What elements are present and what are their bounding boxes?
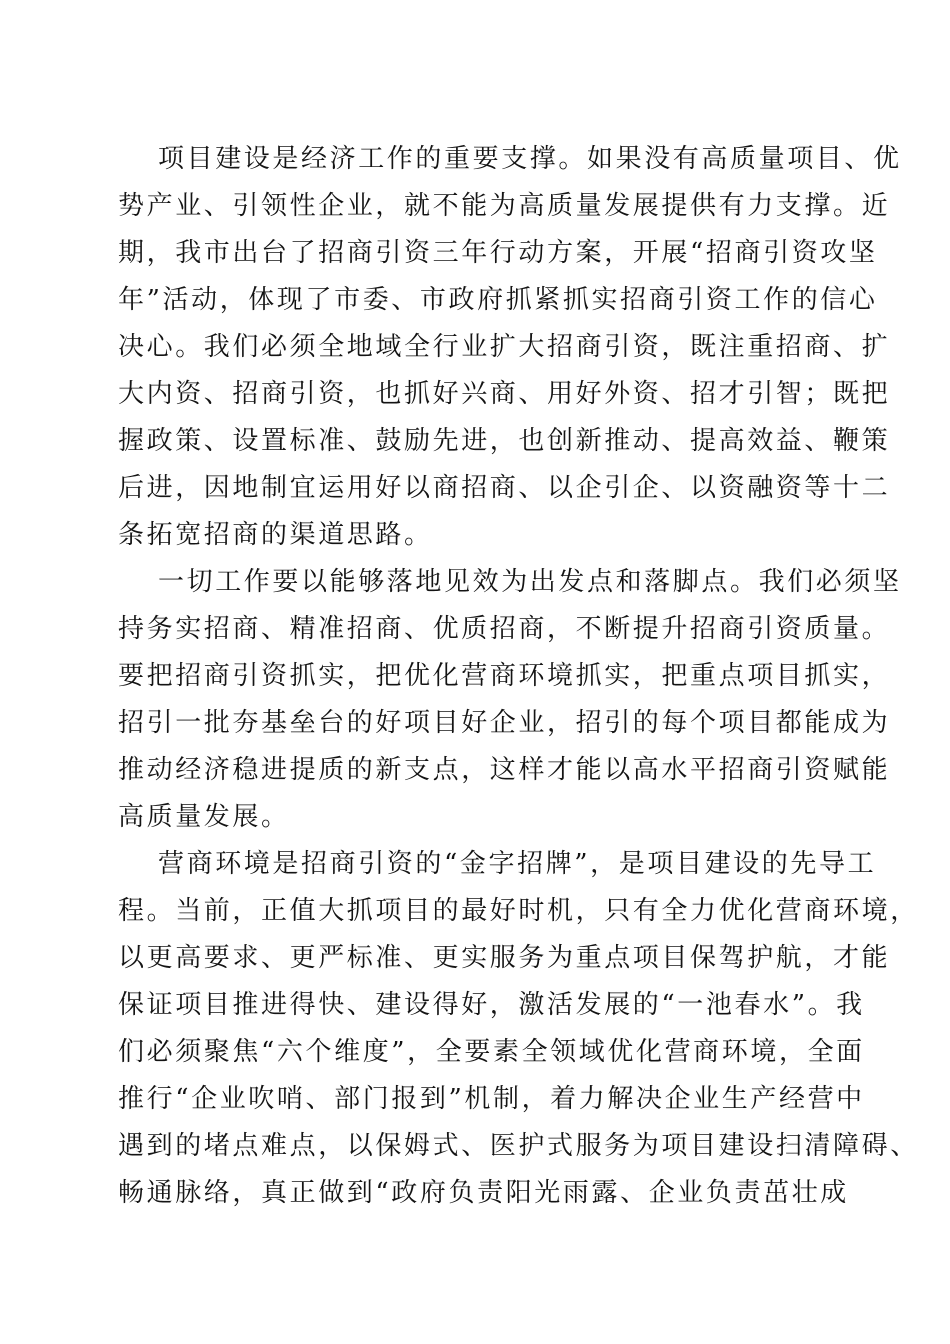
paragraph-2-line-1: 一切工作要以能够落地见效为出发点和落脚点。我们必须坚 xyxy=(158,567,902,597)
paragraph-3-line-2: 程。当前，正值大抓项目的最好时机，只有全力优化营商环境， xyxy=(118,896,919,926)
paragraph-2-line-4: 招引一批夯基垒台的好项目好企业，招引的每个项目都能成为 xyxy=(118,708,891,738)
paragraph-3-line-4: 保证项目推进得快、建设得好，激活发展的“一池春水”。我 xyxy=(118,990,865,1020)
paragraph-2-line-2: 持务实招商、精准招商、优质招商，不断提升招商引资质量。 xyxy=(118,614,891,644)
paragraph-2-line-6: 高质量发展。 xyxy=(118,802,290,832)
paragraph-1-line-2: 势产业、引领性企业，就不能为高质量发展提供有力支撑。近 xyxy=(118,191,891,221)
paragraph-3-line-8: 畅通脉络，真正做到“政府负责阳光雨露、企业负责茁壮成 xyxy=(118,1178,849,1208)
paragraph-1-line-3: 期，我市出台了招商引资三年行动方案，开展“招商引资攻坚 xyxy=(118,238,878,268)
paragraph-1-line-1: 项目建设是经济工作的重要支撑。如果没有高质量项目、优 xyxy=(158,144,902,174)
paragraph-1-line-5: 决心。我们必须全地域全行业扩大招商引资，既注重招商、扩 xyxy=(118,332,891,362)
document-body xyxy=(118,136,919,1217)
paragraph-3-line-7: 遇到的堵点难点，以保姆式、医护式服务为项目建设扫清障碍、 xyxy=(118,1131,919,1161)
paragraph-3-line-3: 以更高要求、更严标准、更实服务为重点项目保驾护航，才能 xyxy=(118,943,891,973)
paragraph-1-line-4: 年”活动，体现了市委、市政府抓紧抓实招商引资工作的信心 xyxy=(118,285,878,315)
paragraph-1-line-9: 条拓宽招商的渠道思路。 xyxy=(118,520,433,550)
paragraph-2-line-5: 推动经济稳进提质的新支点，这样才能以高水平招商引资赋能 xyxy=(118,755,891,785)
paragraph-1-line-7: 握政策、设置标准、鼓励先进，也创新推动、提高效益、鞭策 xyxy=(118,426,891,456)
paragraph-2-line-3: 要把招商引资抓实，把优化营商环境抓实，把重点项目抓实， xyxy=(118,661,891,691)
paragraph-3-line-6: 推行“企业吹哨、部门报到”机制，着力解决企业生产经营中 xyxy=(118,1084,865,1114)
paragraph-3-line-5: 们必须聚焦“六个维度”，全要素全领域优化营商环境，全面 xyxy=(118,1037,865,1067)
paragraph-3-line-1: 营商环境是招商引资的“金字招牌”，是项目建设的先导工 xyxy=(158,849,877,879)
paragraph-1-line-6: 大内资、招商引资，也抓好兴商、用好外资、招才引智；既把 xyxy=(118,379,891,409)
paragraph-1-line-8: 后进，因地制宜运用好以商招商、以企引企、以资融资等十二 xyxy=(118,473,891,503)
